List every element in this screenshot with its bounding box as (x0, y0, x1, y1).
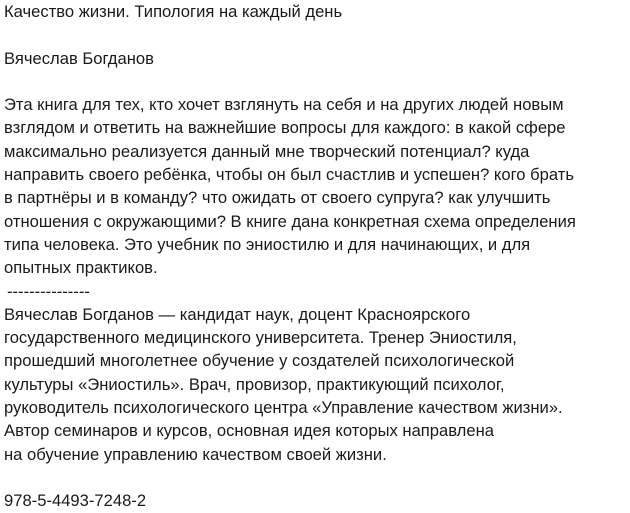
bio-line: на обучение управлению качеством своей жизни. (4, 444, 387, 464)
description-line: направить своего ребёнка, чтобы он был счастлив и успешен? кого брать (4, 165, 574, 185)
description-line: в партнёры и в команду? что ожидать от своего супруга? как улучшить (4, 188, 551, 208)
author-bio (4, 303, 628, 466)
bio-line: Вячеслав Богданов — кандидат наук, доцент Красноярского (4, 304, 471, 324)
description-line: максимально реализуется данный мне творческий потенциал? куда (4, 141, 530, 161)
spacer (4, 70, 628, 93)
document-page (4, 0, 628, 513)
book-author: Вячеслав Богданов (4, 48, 154, 68)
bio-line: культуры «Эниостиль». Врач, провизор, практикующий психолог, (4, 374, 505, 394)
bio-line: Автор семинаров и курсов, основная идея которых направлена (4, 421, 494, 441)
book-title: Качество жизни. Типология на каждый день (4, 2, 343, 21)
description-line: Эта книга для тех, кто хочет взглянуть на себя и на других людей новым (4, 95, 564, 115)
isbn-number: 978-5-4493-7248-2 (4, 491, 147, 511)
spacer (4, 466, 628, 489)
spacer (4, 23, 628, 46)
description-line: типа человека. Это учебник по эниостилю и для начинающих, и для (4, 234, 531, 254)
bio-line: государственного медицинского университета. Тренер Эниостиля, (4, 328, 517, 348)
book-description (4, 93, 628, 279)
bio-line: руководитель психологического центра «Управление качеством жизни». (4, 398, 563, 418)
description-line: отношения с окружающими? В книге дана конкретная схема определения (4, 211, 576, 231)
description-line: взглядом и ответить на важнейшие вопросы для каждого: в какой сфере (4, 118, 566, 138)
bio-line: прошедший многолетнее обучение у создателей психологической (4, 351, 515, 371)
description-line: опытных практиков. (4, 258, 158, 278)
section-separator: --------------- (7, 281, 90, 301)
